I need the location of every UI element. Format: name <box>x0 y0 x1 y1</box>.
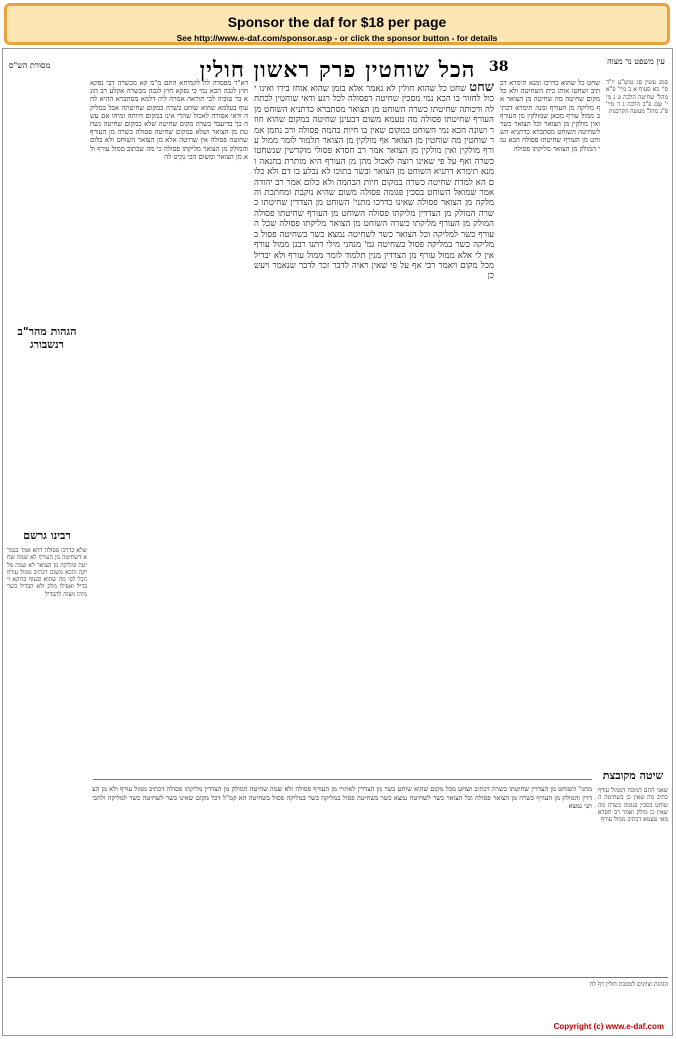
opening-word: שחט <box>469 83 494 95</box>
rashi-text: שחט כל שהוא כדרכו ומנא תימרא דכתיב ושחטו אותו בית השחיטה ולא כל מקום שחיטה מה שחיטה מן הצואר אף מליקה מן העורף ומנה תימרא דכתיב ממול עורף מכאן שמולקין מן העורף ואין מולקין מן הצואר וכל הצואר כשר לשחיטה השוחט מסתברא כדתניא השוחט מן העורף שחיטתו פסולה הכא נמי המולק מן הצואר מליקתו פסולה <box>500 79 600 153</box>
talmud-page <box>2 48 673 1036</box>
ein-mishpat-column <box>606 79 668 479</box>
ein-mishpat-text: סמג עשין סג טוש"ע יו"ד סי' כא סעיף א ב מיי' פ"א מהל' שחיטה הלכה ט ג מיי' שם פ"ב הלכה ג ד מיי' פ"ג מהל' מעשה הקרבנות <box>606 79 668 116</box>
rabbeinu-gershom-column <box>7 547 87 847</box>
page-title: הכל שוחטין פרק ראשון חולין <box>199 57 476 83</box>
gemara-column <box>254 83 494 773</box>
copyright-link[interactable]: Copyright (c) www.e-daf.com <box>553 1022 664 1031</box>
tosafot-column <box>90 79 248 779</box>
rashi-column <box>500 79 600 459</box>
sponsor-banner[interactable] <box>4 3 670 45</box>
gemara-text-2: מתני' השוחט מן הצדדין שחיטתו כשרה המולק מן הצדדין מליקתו פסולה השוחט מן העורף שחיטתו פסולה המולק מן העורף מליקתו כשרה השוחט מן הצואר מליקתו פסולה שכל העורף כשר למליקה וכל הצואר כשר לשחיטה נמצא כשר בשחיטה פסול במליקה כשר במליקה פסול בשחיטה גמ' מנהני מילי דתנו רבנן ממול עורף אין לי אלא ממול עורף מן הצדדין מנין תלמוד לומר ממול עורף ולא יבדיל מכל מקום ויאמר רבי אף על פי שאין ראיה לדבר זכר לדבר שנאמר ויעש כן <box>254 198 494 282</box>
rabbeinu-gershom-title: רבינו גרשם <box>23 529 71 542</box>
footnotes-text: הגהות וציונים למסכת חולין דף לח <box>589 981 668 988</box>
hagahot-title: הגהות מהר"ב רנשבורג <box>17 325 77 351</box>
masoret-hashas-label: מסורת הש"ס <box>9 61 51 70</box>
sponsor-title[interactable]: Sponsor the daf for $18 per page <box>227 14 447 30</box>
bottom-commentary-text: מתני' השוחט מן הצדדין שחיטתו כשרה דכתיב ושחט מכל מקום שהוא שוחט כשר מן הצדדין לאתויי מן העורף פסולה ולא שמה שחיטה המולק מן הצדדין מליקתו פסולה דכתיב ממול עורף ולא מן הצדדין והמולק מן העורף כשרה מן הצואר פסולה וכל הצואר כשר לשחיטה נמצא כשר בשחיטה פסול במליקה כשר במליקה פסול בשחיטה הא קמ"ל דכל מקום שאינו כשר לשחיטה כשר למליקה ולהכי תני נמצא <box>92 785 592 811</box>
divider-line <box>93 779 592 780</box>
gemara-text: שחט כל שהוא חולין לא נאמר אלא בזמן שהוא אוחז בידו ואינו יכול לחזור בו הכא נמי מסכין שחיטה דפסולה לכל רגע ודאי שוחטין לכתחלה ודכותה שחיטתו כשרה השוחט מן הצואר מסתברא כדתניא השוחט מן העורף שחיטתו פסולה מה טעמא משום דבעינן שחיטה במקום שהוא חוזר ושונה הכא נמי השוחט במקום שאין בו חיות בהמה פסולה ורב נחמן אמר שוחטין מה שוחטין מן הצואר אף מולקין מן הצואר תלמוד לומר ממול עורף מולקין ואין מולקין מן הצואר אמר רב חסדא פסולי מוקדשין שנשחטו כשרה ואף על פי שאינו רוצה לאכול מהן מן העורף היא מותרת בהנאה ומנא תימרא דתניא השוחט מן הצואר ובשר בתוכו לא נבלע בו דם ולא כלום הא למדת שחיטה כשרה במקום חיות הבהמה ולא כלום אמר רב יהודה אמר שמואל השוחט בסכין פגומה פסולה משום שהיא נוקבת ומחתכת והמלקה מן הצואר פסולה שאינו כדרכו <box>254 84 494 209</box>
footnotes-block <box>7 981 668 1017</box>
footnote-divider <box>7 977 668 978</box>
rabbeinu-gershom-text: שלא כדרכו פסולה דהא אמר בגמרא דשחיטה מן העורף לא שמה שחיטה ומליקה מן הצואר לא שמה מליקה והכא משום דכתיב ממול עורף הכל לפי מה שהוא ובעוף בדוקא ויבדיל ואפילו מלק ולא הבדיל כשר מיהו מצוה להבדיל <box>7 547 87 598</box>
ein-mishpat-label: עין משפט נר מצוה <box>607 57 665 66</box>
tosafot-text: דא"ר מפסדה לה לקמיחא התם מ"מ קא מכשרה דבי נפקא חוץ לגבה הכא נמי כי נפקא חוץ לגבה מכשרה אקלע רב הונא בר טוביה לבי תוראה אמרה ליה דלמא מסתברא ההיא לה עוף בעלמא שהוא שוחט כשרה במקום שחיטתה אבל במליקה ודאי אסורה לאכול שהרי אינו במקום חיותה ומיהו אם עשה כך בדיעבד כשרה <box>90 79 248 129</box>
sponsor-subtitle[interactable]: See http://www.e-daf.com/sponsor.asp - or click the sponsor button - for details <box>176 33 498 43</box>
shita-mekubetzet-title: שיטה מקובצת <box>602 769 664 782</box>
shita-mekubetzet-column <box>598 787 668 967</box>
page-number: 38 <box>489 59 509 75</box>
bottom-commentary-column <box>92 785 592 971</box>
commentary-far-left-text: מקום שחיטה שלא כמקום שחיטה נשחטת מן הצואר ושלא במקום שחיטה פסולה כשרה מן העורף שחוטה פסולה אין שחיטה אלא מן הצואר השוחט ולא כלום והמולק מן הצואר מליקתו פסולה כי מה שכתוב ממול עורף ולא מן הצואר ומשום הכי נקיט לה <box>90 120 248 161</box>
shita-mekubetzet-text: שאני התם דמוכח דממול עורף כתיב מה שאין כן בשחיטה השוחט בסכין פגומה כשרה מה שאין כן מולק ואמר רב חסדא מאי טעמא דכתיב ממול עורף <box>598 787 668 824</box>
